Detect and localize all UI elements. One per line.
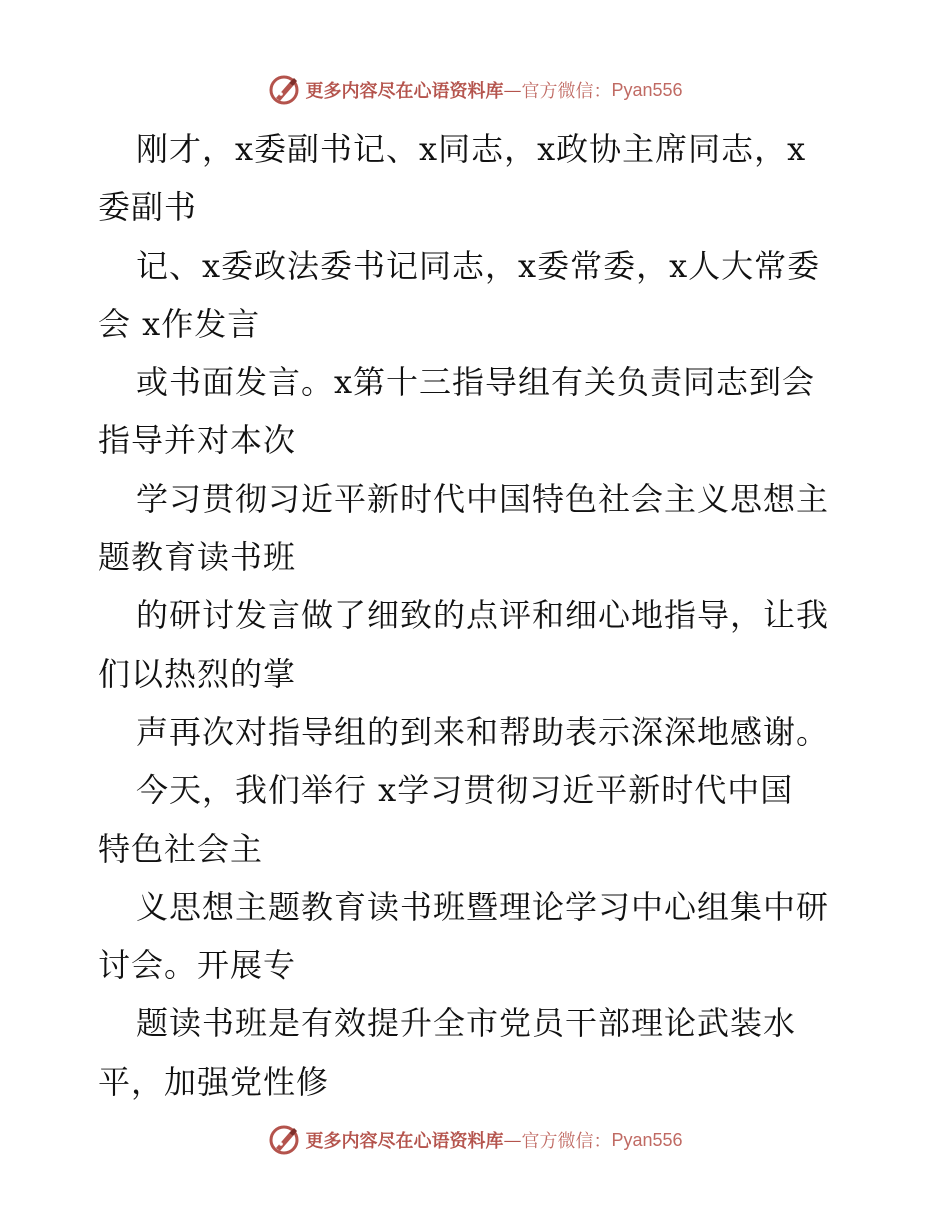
- text-line: 或书面发言。x第十三指导组有关负责同志到会: [136, 363, 816, 402]
- text-line: 特色社会主: [98, 829, 264, 868]
- text-line: 题教育读书班: [98, 538, 297, 577]
- watermark-label: 官方微信：: [521, 1131, 612, 1152]
- text-line: 的研讨发言做了细致的点评和细心地指导，让我: [136, 596, 830, 635]
- watermark-wechat-id: Pyan556: [611, 79, 683, 100]
- text-line: 们以热烈的掌: [98, 654, 297, 693]
- text-line: 题读书班是有效提升全市党员干部理论武装水: [136, 1004, 797, 1043]
- text-line: 义思想主题教育读书班暨理论学习中心组集中研: [136, 887, 830, 926]
- text-line: 记、x委政法委书记同志，x委常委，x人大常委: [136, 246, 821, 285]
- watermark-label: 官方微信：: [521, 81, 612, 102]
- pen-nib-circle-icon: [267, 73, 301, 107]
- document-body: [98, 120, 858, 1111]
- text-line: 会 x作发言: [98, 304, 261, 343]
- pen-nib-circle-icon: [267, 1123, 301, 1157]
- watermark-footer: [0, 1120, 950, 1160]
- text-line: 声再次对指导组的到来和帮助表示深深地感谢。: [136, 712, 830, 751]
- text-line: 平，加强党性修: [98, 1062, 330, 1101]
- text-line: 讨会。开展专: [98, 946, 297, 985]
- watermark-wechat-id: Pyan556: [611, 1129, 683, 1150]
- watermark-dash: —: [503, 1129, 522, 1151]
- text-line: 委副书: [98, 188, 198, 227]
- text-line: 指导并对本次: [98, 421, 297, 460]
- watermark-header: [0, 70, 950, 110]
- watermark-dash: —: [503, 79, 522, 101]
- text-line: 今天，我们举行 x学习贯彻习近平新时代中国: [136, 771, 794, 810]
- text-line: 学习贯彻习近平新时代中国特色社会主义思想主: [136, 479, 830, 518]
- text-line: 刚才，x委副书记、x同志，x政协主席同志，x: [136, 130, 807, 168]
- watermark-title: 更多内容尽在心语资料库: [305, 81, 504, 102]
- watermark-title: 更多内容尽在心语资料库: [305, 1131, 504, 1152]
